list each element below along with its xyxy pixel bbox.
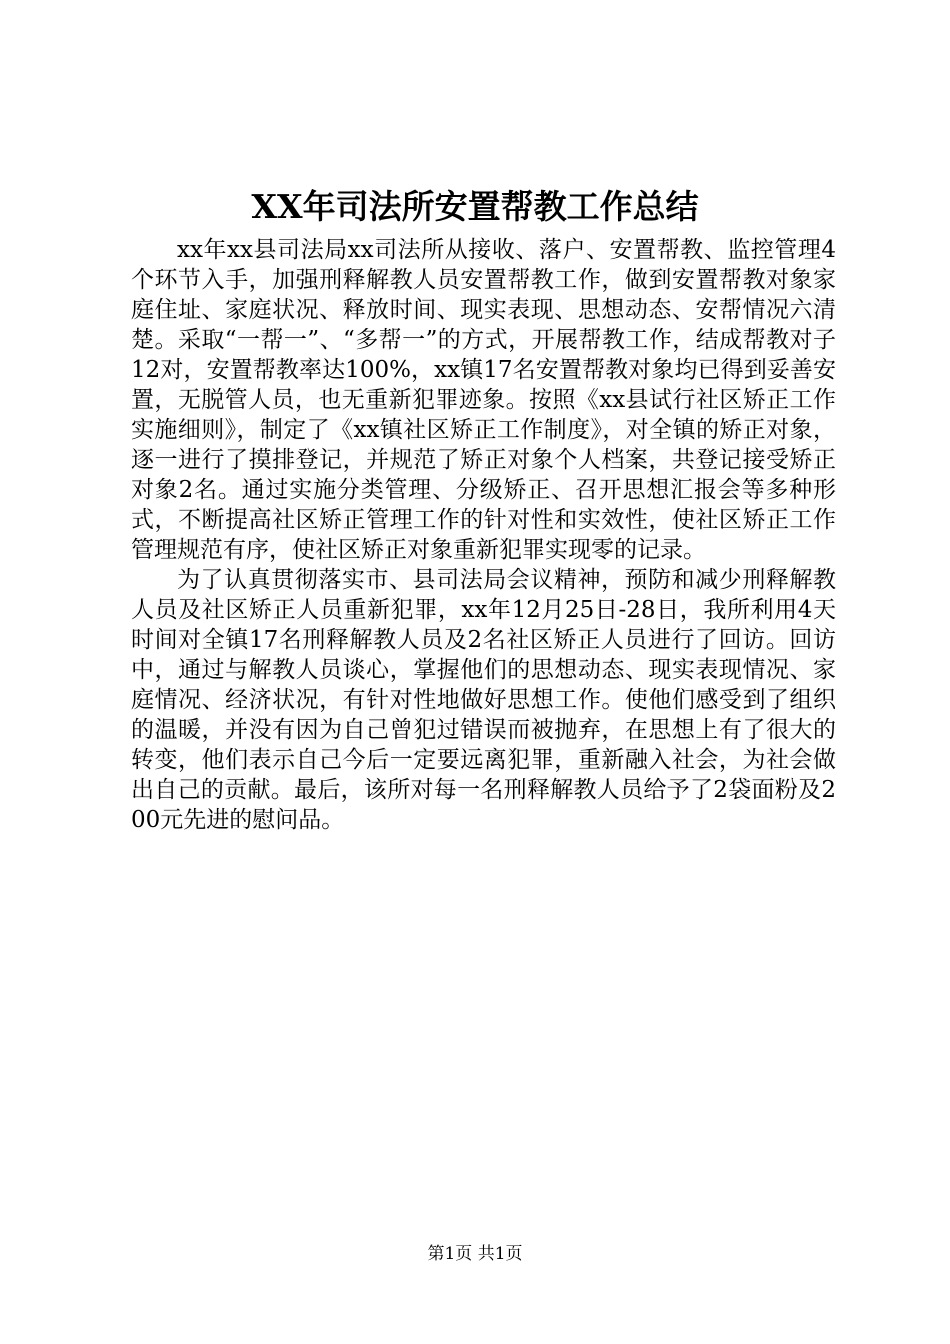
page-number-footer: 第1页 共1页 [427, 1244, 523, 1264]
document-body [131, 235, 836, 835]
document-title: XX年司法所安置帮教工作总结 [251, 187, 699, 226]
paragraph-2: 为了认真贯彻落实市、县司法局会议精神，预防和减少刑释解教人员及社区矫正人员重新犯罪，xx年12月25日-28日，我所利用4天时间对全镇17名刑释解教人员及2名社区矫正人员进行了回访。回访中，通过与解教人员谈心，掌握他们的思想动态、现实表现情况、家庭情况、经济状况，有针对性地做好思想工作。使他们感受到了组织的温暖，并没有因为自己曾犯过错误而被抛弃，在思想上有了很大的转变，他们表示自己今后一定要远离犯罪，重新融入社会，为社会做出自己的贡献。最后，该所对每一名刑释解教人员给予了2袋面粉及200元先进的慰问品。 [131, 567, 836, 833]
paragraph-1: xx年xx县司法局xx司法所从接收、落户、安置帮教、监控管理4个环节入手，加强刑释解教人员安置帮教工作，做到安置帮教对象家庭住址、家庭状况、释放时间、现实表现、思想动态、安帮情况六清楚。采取“一帮一”、“多帮一”的方式，开展帮教工作，结成帮教对子12对，安置帮教率达100%，xx镇17名安置帮教对象均已得到妥善安置，无脱管人员，也无重新犯罪迹象。按照《xx县试行社区矫正工作实施细则》，制定了《xx镇社区矫正工作制度》，对全镇的矫正对象，逐一进行了摸排登记，并规范了矫正对象个人档案，共登记接受矫正对象2名。通过实施分类管理、分级矫正、召开思想汇报会等多种形式，不断提高社区矫正管理工作的针对性和实效性，使社区矫正工作管理规范有序，使社区矫正对象重新犯罪实现零的记录。 [131, 237, 836, 563]
